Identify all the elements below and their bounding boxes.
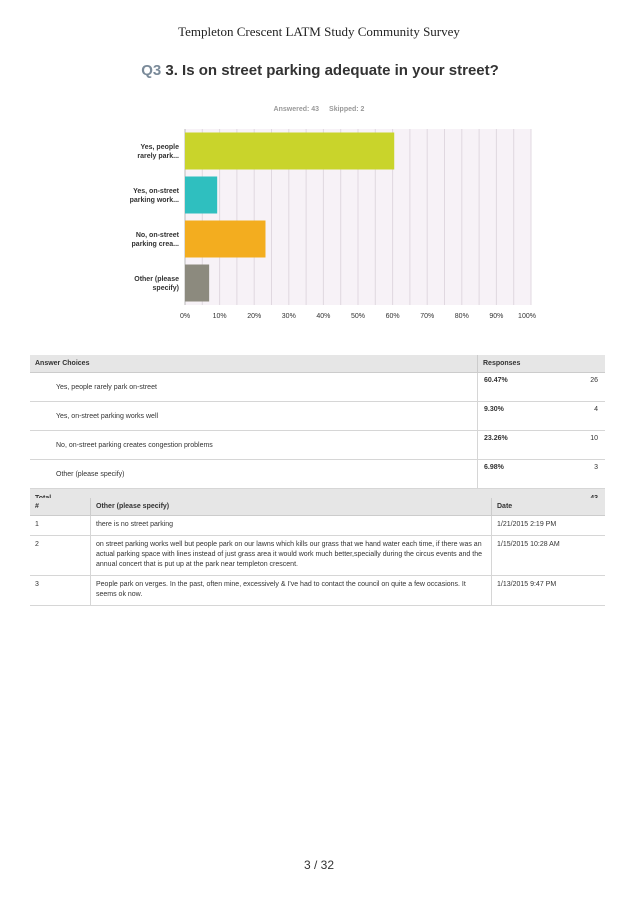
response-number: 2 <box>30 536 91 576</box>
x-tick-label: 90% <box>489 313 504 320</box>
responses-header: Responses <box>478 355 606 373</box>
question-number: Q3 <box>141 62 162 79</box>
x-tick-label: 100% <box>518 313 536 320</box>
answer-count: 4 <box>556 402 605 431</box>
category-label: Other (please <box>134 276 179 283</box>
x-tick-label: 80% <box>454 313 469 320</box>
bar <box>185 177 217 214</box>
category-label: No, on-street <box>135 232 179 239</box>
response-text: on street parking works well but people park on our lawns which kills our grass that we hand water each time, if there was an actual parking space with lines instead of just grass area it would work much better,specially during the circus events and the annual concert that is put up at the park near templeton crescent. <box>91 536 492 576</box>
question-text: 3. Is on street parking adequate in your street? <box>165 62 499 79</box>
bar-chart <box>0 122 638 330</box>
response-number: 3 <box>30 576 91 606</box>
number-header: # <box>30 498 91 516</box>
answer-choice: No, on-street parking creates congestion problems <box>30 431 478 460</box>
answer-count: 3 <box>556 460 605 489</box>
response-date: 1/21/2015 2:19 PM <box>492 516 606 536</box>
question-title <box>120 62 520 79</box>
bar <box>185 265 209 302</box>
answer-choice: Yes, people rarely park on-street <box>30 373 478 402</box>
answer-row <box>30 431 605 460</box>
date-header: Date <box>492 498 606 516</box>
response-number: 1 <box>30 516 91 536</box>
category-label: parking work... <box>129 197 179 204</box>
answer-choice: Other (please specify) <box>30 460 478 489</box>
response-date: 1/13/2015 9:47 PM <box>492 576 606 606</box>
response-text: there is no street parking <box>91 516 492 536</box>
answer-choice: Yes, on-street parking works well <box>30 402 478 431</box>
x-tick-label: 10% <box>212 313 227 320</box>
answer-percent: 6.98% <box>478 460 556 489</box>
category-label: Yes, on-street <box>133 188 179 195</box>
bar <box>185 221 265 258</box>
x-tick-label: 40% <box>316 313 331 320</box>
x-tick-label: 0% <box>179 313 191 320</box>
x-tick-label: 70% <box>420 313 435 320</box>
category-label: Yes, people <box>140 144 179 151</box>
other-response-row <box>30 576 605 606</box>
bar <box>185 133 394 170</box>
other-response-row <box>30 516 605 536</box>
answer-percent: 60.47% <box>478 373 556 402</box>
answer-choices-table <box>30 355 605 509</box>
answer-count: 10 <box>556 431 605 460</box>
x-tick-label: 20% <box>247 313 262 320</box>
answer-percent: 9.30% <box>478 402 556 431</box>
answered-count: Answered: 43 <box>273 106 320 113</box>
answer-choices-header: Answer Choices <box>30 355 478 373</box>
other-response-header: Other (please specify) <box>91 498 492 516</box>
x-tick-label: 60% <box>385 313 400 320</box>
page-number: 3 / 32 <box>303 858 335 872</box>
answer-row <box>30 402 605 431</box>
answers-header-row <box>30 355 605 373</box>
category-label: specify) <box>152 285 179 292</box>
answer-row <box>30 460 605 489</box>
category-label: rarely park... <box>137 153 179 160</box>
category-label: parking crea... <box>131 241 179 248</box>
response-date: 1/15/2015 10:28 AM <box>492 536 606 576</box>
answer-percent: 23.26% <box>478 431 556 460</box>
x-tick-label: 30% <box>281 313 296 320</box>
document-title: Templeton Crescent LATM Study Community Survey <box>178 24 460 39</box>
other-responses-table <box>30 498 605 606</box>
x-tick-label: 50% <box>350 313 366 320</box>
other-response-row <box>30 536 605 576</box>
skipped-count: Skipped: 2 <box>329 106 365 113</box>
answer-row <box>30 373 605 402</box>
other-header-row <box>30 498 605 516</box>
answered-skipped <box>0 106 638 113</box>
response-text: People park on verges. In the past, often mine, excessively & I've had to contact the council on quite a few occasions. It seems ok now. <box>91 576 492 606</box>
answer-count: 26 <box>556 373 605 402</box>
